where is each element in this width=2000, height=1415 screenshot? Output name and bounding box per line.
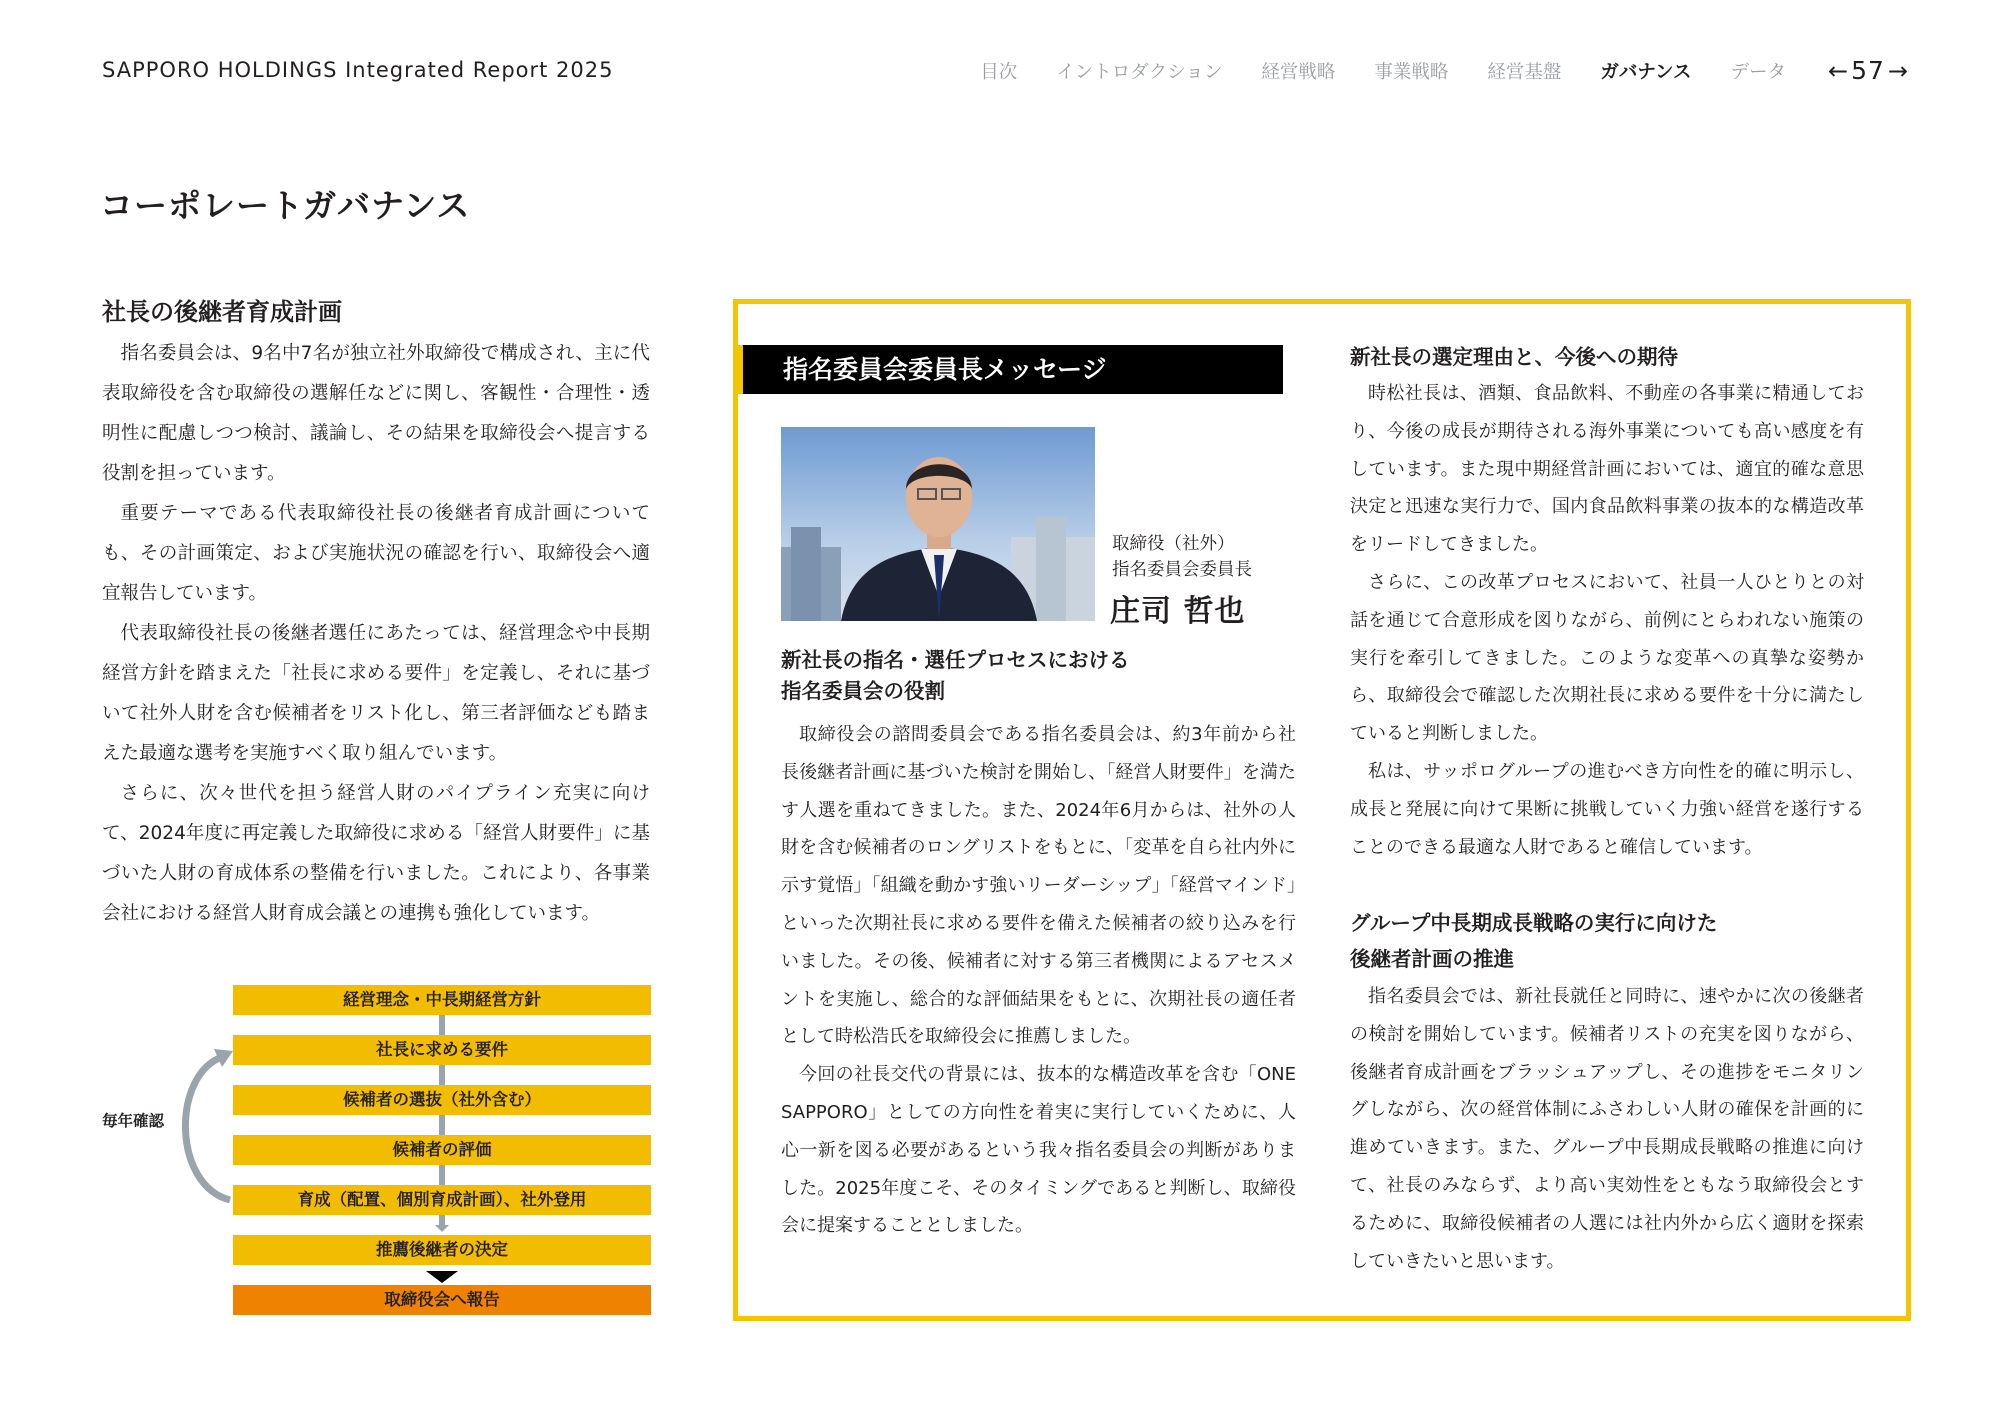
page-title: コーポレートガバナンス: [100, 186, 471, 225]
message-paragraph: 私は、サッポログループの進むべき方向性を的確に明示し、成長と発展に向けて果断に挑戦していく力強い経営を遂行することのできる最適な人財であると確信しています。: [1350, 760, 1864, 858]
nav-item-business-strategy[interactable]: 事業戦略: [1374, 61, 1449, 83]
flow-step: 社長に求める要件: [233, 1035, 651, 1065]
arrow-right-icon[interactable]: →: [1887, 56, 1908, 85]
nav-item-data[interactable]: データ: [1730, 61, 1786, 83]
flow-arrowhead-gray: [435, 1225, 449, 1232]
section-body: [1350, 375, 1864, 866]
section-heading: 新社長の選定理由と、今後への期待: [1350, 345, 1678, 369]
nav-item-introduction[interactable]: イントロダクション: [1056, 61, 1223, 83]
message-paragraph: 今回の社長交代の背景には、抜本的な構造改革を含む「ONE SAPPORO」としての方向性を着実に実行していくために、人心一新を図る必要があるという我々指名委員会の判断がありました。2025年度こそ、そのタイミングであると判断し、取締役会に提案することとしました。: [781, 1064, 1296, 1237]
message-banner-title: 指名委員会委員長メッセージ: [783, 355, 1107, 384]
section-heading-line: 新社長の指名・選任プロセスにおける: [781, 648, 1130, 672]
succession-paragraph: 重要テーマである代表取締役社長の後継者育成計画についても、その計画策定、および実施状況の確認を行い、取締役会へ適宜報告しています。: [102, 503, 650, 604]
message-paragraph: さらに、この改革プロセスにおいて、社員一人ひとりとの対話を通じて合意形成を図りながら、前例にとらわれない施策の実行を牽引してきました。このような変革への真摯な姿勢から、取締役会で確認した次期社長に求める要件を十分に満たしていると判断しました。: [1350, 571, 1864, 745]
succession-flow-chart: [102, 985, 662, 1325]
chairperson-photo: [781, 427, 1095, 621]
annual-check-label: 毎年確認: [102, 1112, 165, 1130]
succession-paragraph: 代表取締役社長の後継者選任にあたっては、経営理念や中長期経営方針を踏まえた「社長に求める要件」を定義し、それに基づいて社外人財を含む候補者をリスト化し、第三者評価なども踏まえた最適な選考を実施すべく取り組んでいます。: [102, 623, 650, 764]
flow-arrowhead-black: [426, 1271, 458, 1283]
flow-step-final: 取締役会へ報告: [233, 1285, 651, 1315]
person-role: 指名委員会委員長: [1112, 560, 1252, 580]
section-body: [781, 716, 1296, 1245]
section-heading-line: グループ中長期成長戦略の実行に向けた: [1350, 911, 1718, 935]
nav-item-foundation[interactable]: 経営基盤: [1487, 61, 1562, 83]
section-heading-line: 指名委員会の役割: [781, 679, 945, 703]
section-heading: [781, 645, 1301, 707]
person-role: 取締役（社外）: [1112, 534, 1235, 554]
nav-item-governance[interactable]: ガバナンス: [1600, 61, 1692, 83]
message-paragraph: 指名委員会では、新社長就任と同時に、速やかに次の後継者の検討を開始しています。候補者リストの充実を図りながら、後継者育成計画をブラッシュアップし、その進捗をモニタリングしながら、次の経営体制にふさわしい人財の確保を計画的に進めていきます。また、グループ中長期成長戦略の推進に向けて、社長のみならず、より高い実効性をともなう取締役会とするために、取締役候補者の人選には社内外から広く適財を探索していきたいと思います。: [1350, 986, 1864, 1272]
section-heading-line: 後継者計画の推進: [1350, 947, 1514, 971]
report-title: SAPPORO HOLDINGS Integrated Report 2025: [102, 58, 614, 82]
person-name: 庄司 哲也: [1110, 594, 1246, 629]
flow-step: 推薦後継者の決定: [233, 1235, 651, 1265]
succession-paragraph: さらに、次々世代を担う経営人財のパイプライン充実に向けて、2024年度に再定義した取締役に求める「経営人財要件」に基づいた人財の育成体系の整備を行いました。これにより、各事業会社における経営人財育成会議との連携も強化しています。: [102, 783, 650, 924]
annual-loop-arrow: [185, 1057, 230, 1200]
top-nav: [941, 56, 1908, 85]
succession-heading: 社長の後継者育成計画: [102, 298, 342, 326]
banner-accent-bar: [733, 345, 743, 394]
message-paragraph: 時松社長は、酒類、食品飲料、不動産の各事業に精通しており、今後の成長が期待される海外事業についても高い感度を有しています。また現中期経営計画においては、適宜的確な意思決定と迅速な実行力で、国内食品飲料事業の抜本的な構造改革をリードしてきました。: [1350, 383, 1864, 556]
flow-step: 候補者の評価: [233, 1135, 651, 1165]
page-pager: [1828, 56, 1908, 85]
succession-paragraph: 指名委員会は、9名中7名が独立社外取締役で構成され、主に代表取締役を含む取締役の選解任などに関し、客観性・合理性・透明性に配慮しつつ検討、議論し、その結果を取締役会へ提言する役割を担っています。: [102, 343, 650, 484]
succession-body: [102, 334, 650, 934]
flow-step: 経営理念・中長期経営方針: [233, 985, 651, 1015]
flow-arrows: [102, 985, 662, 1325]
message-banner: [733, 345, 1283, 394]
nav-item-strategy[interactable]: 経営戦略: [1261, 61, 1336, 83]
flow-step: 育成（配置、個別育成計画）、社外登用: [233, 1185, 651, 1215]
arrow-left-icon[interactable]: ←: [1827, 56, 1849, 85]
page-number: 57: [1851, 56, 1885, 85]
section-heading: [1350, 905, 1870, 977]
section-body: [1350, 978, 1864, 1280]
flow-step: 候補者の選抜（社外含む）: [233, 1085, 651, 1115]
message-paragraph: 取締役会の諮問委員会である指名委員会は、約3年前から社長後継者計画に基づいた検討を開始し、「経営人財要件」を満たす人選を重ねてきました。また、2024年6月からは、社外の人財を含む候補者のロングリストをもとに、「変革を自ら社内外に示す覚悟」「組織を動かす強いリーダーシップ」「経営マインド」といった次期社長に求める要件を備えた候補者の絞り込みを行いました。その後、候補者に対する第三者機関によるアセスメントを実施し、総合的な評価結果をもとに、次期社長の適任者として時松浩氏を取締役会に推薦しました。: [781, 724, 1296, 1048]
nav-item-contents[interactable]: 目次: [980, 61, 1018, 83]
